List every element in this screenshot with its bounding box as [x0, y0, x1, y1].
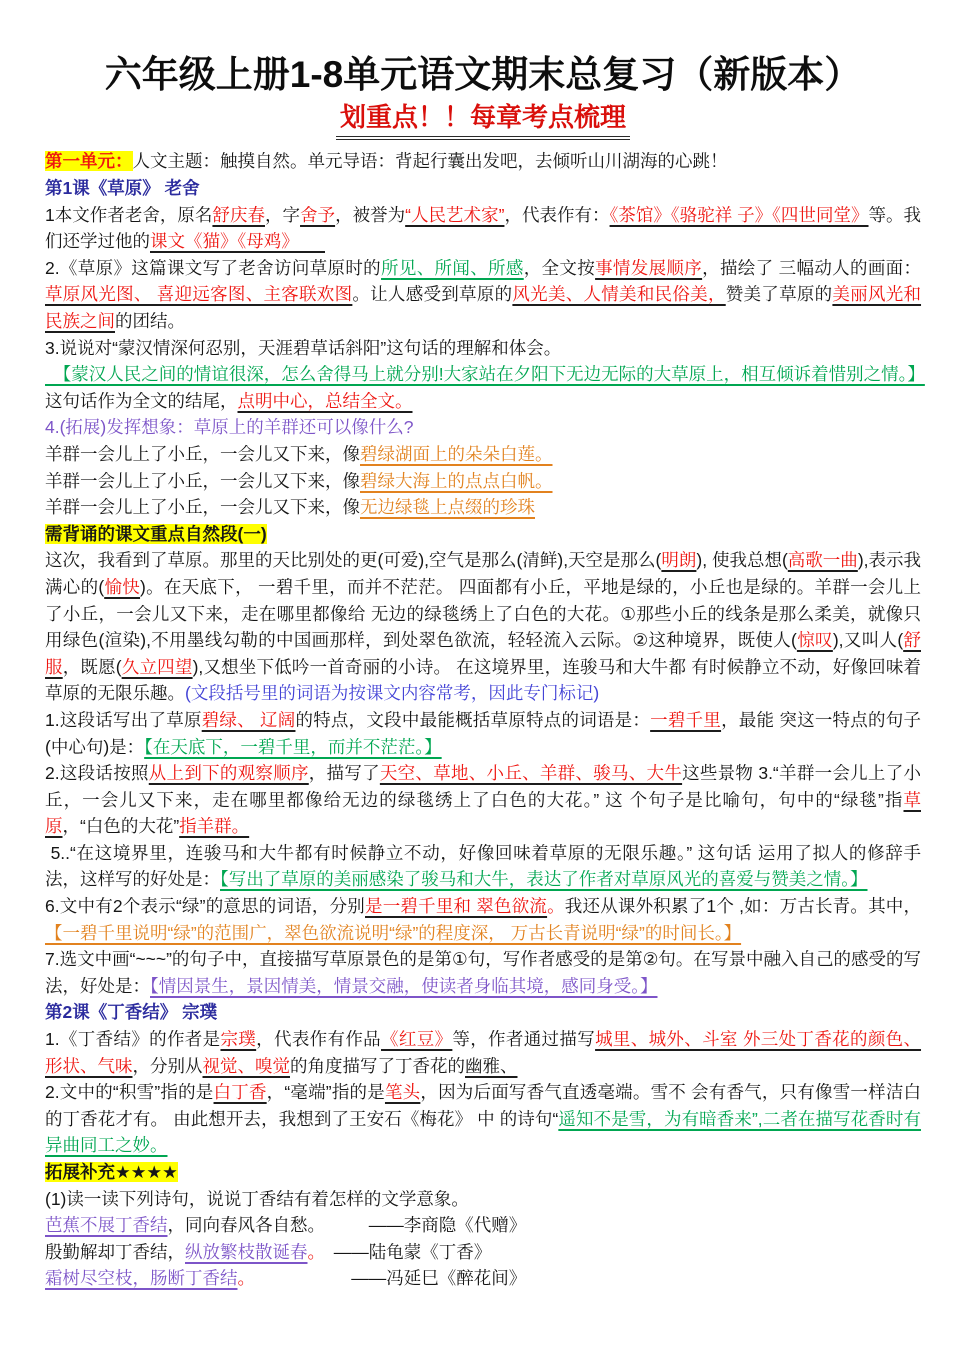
text-run: 这句话作为全文的结尾， [45, 390, 238, 411]
extension-label [45, 1159, 921, 1186]
lesson1-item-3-answer [45, 361, 925, 414]
text-run: ——陆龟蒙《丁香》 [316, 1241, 492, 1262]
text-run: 草原 [45, 789, 921, 837]
text-run: ，代表作有作品 [256, 1029, 382, 1050]
text-run: ，分别从 [132, 1055, 203, 1076]
text-run: 1.这段话写出了草原 [45, 709, 202, 730]
text-run: 《茶馆》《骆驼祥 子》《四世同堂》 [609, 204, 869, 225]
text-run: (文段括号里的词语为按课文内容常考，因此专门标记) [185, 683, 600, 704]
text-run: 城里、城外、斗室 外三处丁香花的颜色、形状、气味 [45, 1029, 922, 1076]
text-run: 的特点，文段中最能概括草原特点的词语是： [295, 709, 651, 730]
recite-section-label [45, 521, 921, 548]
text-run: 课文《猫》《母鸡》 [150, 231, 325, 252]
text-run: 草原风光图、 喜迎远客图、主客联欢图 [45, 284, 353, 305]
sheep-answer-3 [45, 494, 921, 521]
text-run: 第一单元： [45, 151, 133, 172]
text-run: 遥知不是雪，为有暗香来”,二者在描写花香时有异曲同工之妙。 [45, 1108, 921, 1156]
text-run: 无边绿毯上点缀的珍珠 [360, 497, 535, 518]
text-run: ，字 [264, 204, 301, 225]
text-run: ，代表作有： [504, 204, 610, 225]
text-run: 4.(拓展)发挥想象：草原上的羊群还可以像什么? [45, 417, 414, 438]
text-run: 幽雅、 [465, 1055, 518, 1076]
extension-q1 [45, 1186, 921, 1213]
text-run: 指羊群。 [179, 816, 250, 837]
text-run: 纵放繁枝散诞春 [185, 1241, 308, 1262]
text-run: 2.这段话按照 [45, 763, 149, 784]
text-run: ，“白色的大花” [62, 816, 180, 837]
text-run: 赞美了草原的 [725, 284, 833, 305]
passage-q7 [45, 946, 921, 999]
text-run: 7.选文中画“~~~”的句子中，直接描写草原景色的是第①句，写作者感受的是第②句。在写景中融入自己的感受的写法，好处是： [45, 949, 921, 996]
lesson1-item-4 [45, 414, 921, 441]
lesson-1-header [45, 175, 921, 202]
text-run: 舒庆春 [212, 204, 265, 225]
text-run: 1本文作者老舍，原名 [45, 204, 213, 225]
text-run: 碧绿湖面上的朵朵白莲。 [360, 443, 553, 464]
lesson2-item-1 [45, 1026, 921, 1079]
text-run: ，因为后面写香气直透毫端。雪不 会有香气，只有像雪一样洁白的丁香花才有。 由此想开去，我想到了王安石《梅花》 中 的诗句“ [45, 1082, 922, 1129]
text-run: ，描写了 [308, 763, 380, 784]
text-run: 风光美、人情美和民俗美， [512, 284, 726, 305]
text-run: 第1课《草原》 老舍 [45, 178, 200, 199]
lesson-2-header [45, 999, 921, 1026]
text-run: 6.文中有2个表示“绿”的意思的词语，分别 [45, 896, 366, 917]
passage-q6 [45, 893, 921, 946]
text-run: 羊群一会儿上了小丘，一会儿又下来，像 [45, 443, 360, 464]
text-run: ，最能 突这一特点的句子(中心句)是： [45, 709, 921, 757]
text-run: 我还从课外积累了1个 ,如：万古长青。其中， [564, 896, 921, 917]
text-run: 等，作者通过描写 [452, 1029, 596, 1050]
text-run: 。 [547, 896, 565, 917]
poem-line-3 [45, 1265, 921, 1292]
passage-q2-q3 [45, 760, 921, 840]
text-run: ，描绘了 三幅动人的画面： [702, 257, 922, 278]
text-run: 惊叹 [796, 630, 833, 651]
text-run: 碧绿大海上的点点白帆。 [360, 470, 553, 491]
page-subtitle: 划重点！！每章考点梳理 [336, 102, 630, 140]
text-run: 愉快 [104, 576, 141, 597]
text-run: ，被誉为 [335, 204, 406, 225]
text-run: ),表示我满心的( [45, 550, 922, 597]
sheep-answer-2 [45, 468, 921, 495]
text-run: 白丁香 [213, 1082, 267, 1103]
text-run: 久立四望 [121, 656, 193, 677]
text-run: 舍予 [300, 204, 336, 225]
poem-line-2 [45, 1239, 921, 1266]
passage-q5 [45, 840, 921, 893]
text-run: 拓展补充★★★★ [45, 1162, 178, 1182]
text-run: 《红豆》 [381, 1029, 453, 1050]
text-run: 【写出了草原的美丽感染了骏马和大牛，表达了作者对草原风光的喜爱与赞美之情。】 [220, 869, 868, 890]
text-run: (1)读一读下列诗句，说说丁香结有着怎样的文学意象。 [45, 1188, 469, 1209]
text-run: ，“毫端”指的是 [266, 1082, 385, 1103]
text-run: 宗璞 [220, 1029, 257, 1050]
text-run: 2.《草原》这篇课文写了老舍访问草原时的 [45, 257, 382, 278]
text-run: ), 使我总想( [696, 550, 788, 571]
text-run: 的角度描写了丁香花的 [290, 1055, 465, 1076]
text-run: 笔头 [384, 1082, 421, 1103]
text-run: 【一碧千里说明“绿”的范围广，翠色欲流说明“绿”的程度深， 万古长青说明“绿”的时间长。】 [45, 922, 742, 943]
text-run: 【情因景生，景因情美，情景交融，使读者身临其境，感同身受。】 [150, 975, 658, 996]
text-run: 。让人感受到草原的 [352, 284, 513, 305]
text-run: 点明中心，总结全文。 [237, 390, 413, 411]
text-run: ),又想坐下低吟一首奇丽的小诗。 在这境界里，连骏马和大牛都 有时候静立不动，好像回味着草原的无限乐趣。 [45, 656, 922, 704]
text-run: ),又叫人( [832, 630, 904, 651]
text-run: 芭蕉不展丁香结 [45, 1215, 168, 1236]
text-run: 舒服 [45, 630, 921, 677]
lesson1-item-3 [45, 335, 921, 362]
text-run: 1.《丁香结》的作者是 [45, 1029, 221, 1050]
text-run: 这些景物 3.“羊群一会儿上了小丘，一会儿又下来，走在哪里都像给无边的绿毯绣上了白色的大花。” 这 个句子是比喻句，句中的“绿毯”指 [45, 763, 921, 810]
unit-1-line [45, 148, 921, 175]
text-run: )。在天底下， 一碧千里，而并不茫茫。 四面都有小丘，平地是绿的，小丘也是绿的。羊群一会儿上了小丘，一会儿又下来，走在哪里都像给 无边的绿毯绣上了白色的大花。①那些小丘的线条是那么柔美，就像只用绿色(渲染),不用墨线勾勒的中国画那样，到处翠色欲流，轻轻流入云际。②这种境界，既使人( [45, 576, 921, 651]
text-run: 5..“在这境界里，连骏马和大牛都有时候静立不动，好像回味着草原的无限乐趣。” 这句话 运用了拟人的修辞手法，这样写的好处是： [45, 842, 921, 890]
text-run: 需背诵的课文重点自然段(一) [45, 523, 267, 544]
text-run: 美丽风光和民族之间 [45, 284, 922, 331]
page-title: 六年级上册1-8单元语文期末总复习（新版本） [104, 54, 862, 95]
text-run: 从上到下的观察顺序 [148, 763, 309, 784]
text-run: 事情发展顺序 [595, 257, 703, 278]
text-run: 【蒙汉人民之间的情谊很深，怎么舍得马上就分别!大家站在夕阳下无边无际的大草原上，相互倾诉着惜别之情。】 [45, 364, 925, 385]
sheep-answer-1 [45, 441, 921, 468]
text-run: 所见、所闻、所感 [381, 257, 524, 278]
text-run: 。 [307, 1241, 317, 1262]
text-run: ，全文按 [523, 257, 596, 278]
text-run: 【在天底下，一碧千里，而并不茫茫。】 [144, 736, 442, 757]
text-run: 殷勤解却丁香结， [45, 1241, 185, 1262]
text-run: 碧绿、 辽阔 [201, 709, 296, 730]
text-run: 这次，我看到了草原。那里的天比别处的更(可爱),空气是那么(清鲜),天空是那么( [45, 550, 662, 571]
text-run: 3.说说对“蒙汉情深何忍别，天涯碧草话斜阳”这句话的理解和体会。 [45, 337, 562, 358]
lesson2-item-2 [45, 1079, 921, 1159]
document-body [45, 148, 925, 1292]
text-run: 一碧千里 [650, 709, 722, 730]
poem-line-1 [45, 1212, 921, 1239]
lesson1-item-2 [45, 255, 921, 335]
subtitle-wrap [45, 102, 921, 140]
text-run: 等。我们还学过他的 [45, 204, 922, 252]
text-run: 霜树尽空枝，肠断丁香结 [45, 1268, 238, 1289]
text-run: 是一碧千里和 翠色欲流 [365, 896, 548, 917]
text-run: 视觉、嗅觉 [202, 1055, 290, 1076]
text-run: 2.文中的“积雪”指的是 [45, 1082, 214, 1103]
text-run: 。 [237, 1268, 247, 1289]
passage-q1 [45, 707, 921, 760]
text-run: 羊群一会儿上了小丘，一会儿又下来，像 [45, 470, 360, 491]
text-run: 人文主题：触摸自然。单元导语：背起行囊出发吧，去倾听山川湖海的心跳！ [132, 151, 728, 172]
text-run: 羊群一会儿上了小丘，一会儿又下来，像 [45, 497, 360, 518]
text-run: ——冯延巳《醉花间》 [246, 1268, 527, 1289]
text-run: 天空、草地、小丘、羊群、骏马、大牛 [379, 763, 683, 784]
recite-passage [45, 547, 921, 707]
text-run: 明朗 [661, 550, 697, 571]
text-run: 第2课《丁香结》 宗璞 [45, 1002, 218, 1023]
text-run: ，同向春风各自愁。 ——李商隐《代赠》 [167, 1215, 527, 1236]
lesson1-item-1 [45, 202, 921, 255]
text-run: 高歌一曲 [787, 550, 858, 571]
text-run: “人民艺术家” [405, 204, 505, 225]
text-run: ，既愿( [62, 656, 122, 677]
text-run: 的团结。 [115, 311, 185, 331]
